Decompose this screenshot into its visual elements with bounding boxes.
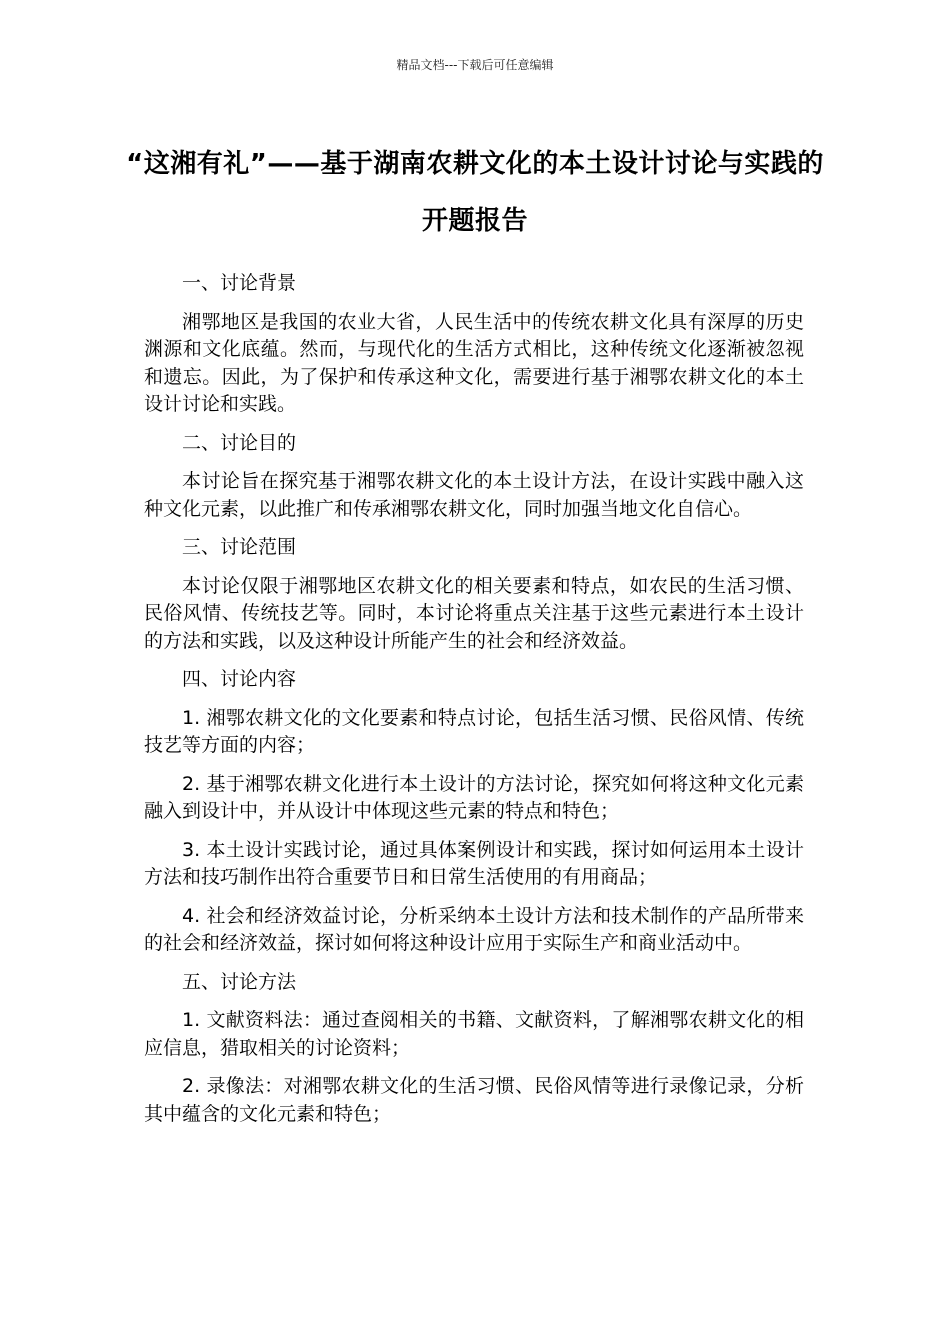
list-item-method-2: 2. 录像法：对湘鄂农耕文化的生活习惯、民俗风情等进行录像记录，分析其中蕴含的文化元素和特色； [144, 1075, 804, 1125]
section-heading-content: 四、讨论内容 [182, 668, 297, 690]
list-item-content-1: 1. 湘鄂农耕文化的文化要素和特点讨论，包括生活习惯、民俗风情、传统技艺等方面的内容； [144, 706, 804, 756]
section-heading-method: 五、讨论方法 [182, 970, 297, 993]
document-title: “这湘有礼”——基于湖南农耕文化的本土设计讨论与实践的开题报告 [126, 149, 824, 236]
paragraph-purpose: 本讨论旨在探究基于湘鄂农耕文化的本土设计方法，在设计实践中融入这种文化元素，以此推广和传承湘鄂农耕文化，同时加强当地文化自信心。 [144, 470, 804, 520]
list-item-method-1: 1. 文献资料法：通过查阅相关的书籍、文献资料，了解湘鄂农耕文化的相应信息，猎取相关的讨论资料； [144, 1009, 804, 1059]
list-item-content-3: 3. 本土设计实践讨论，通过具体案例设计和实践，探讨如何运用本土设计方法和技巧制作出符合重要节日和日常生活使用的有用商品； [144, 838, 804, 888]
paragraph-background: 湘鄂地区是我国的农业大省，人民生活中的传统农耕文化具有深厚的历史渊源和文化底蕴。然而，与现代化的生活方式相比，这种传统文化逐渐被忽视和遗忘。因此，为了保护和传承这种文化，需要进行基于湘鄂农耕文化的本土设计讨论和实践。 [144, 310, 804, 415]
section-heading-background: 一、讨论背景 [182, 272, 297, 294]
document-body [144, 270, 804, 1139]
list-item-content-2: 2. 基于湘鄂农耕文化进行本土设计的方法讨论，探究如何将这种文化元素融入到设计中，并从设计中体现这些元素的特点和特色； [144, 772, 804, 822]
section-heading-scope: 三、讨论范围 [182, 536, 297, 558]
page-header: 精品文档---下载后可任意编辑 [396, 58, 554, 72]
list-item-content-4: 4. 社会和经济效益讨论，分析采纳本土设计方法和技术制作的产品所带来的社会和经济效益，探讨如何将这种设计应用于实际生产和商业活动中。 [144, 904, 804, 954]
section-heading-purpose: 二、讨论目的 [182, 431, 297, 454]
paragraph-scope: 本讨论仅限于湘鄂地区农耕文化的相关要素和特点，如农民的生活习惯、民俗风情、传统技艺等。同时，本讨论将重点关注基于这些元素进行本土设计的方法和实践，以及这种设计所能产生的社会和经济效益。 [144, 574, 804, 652]
